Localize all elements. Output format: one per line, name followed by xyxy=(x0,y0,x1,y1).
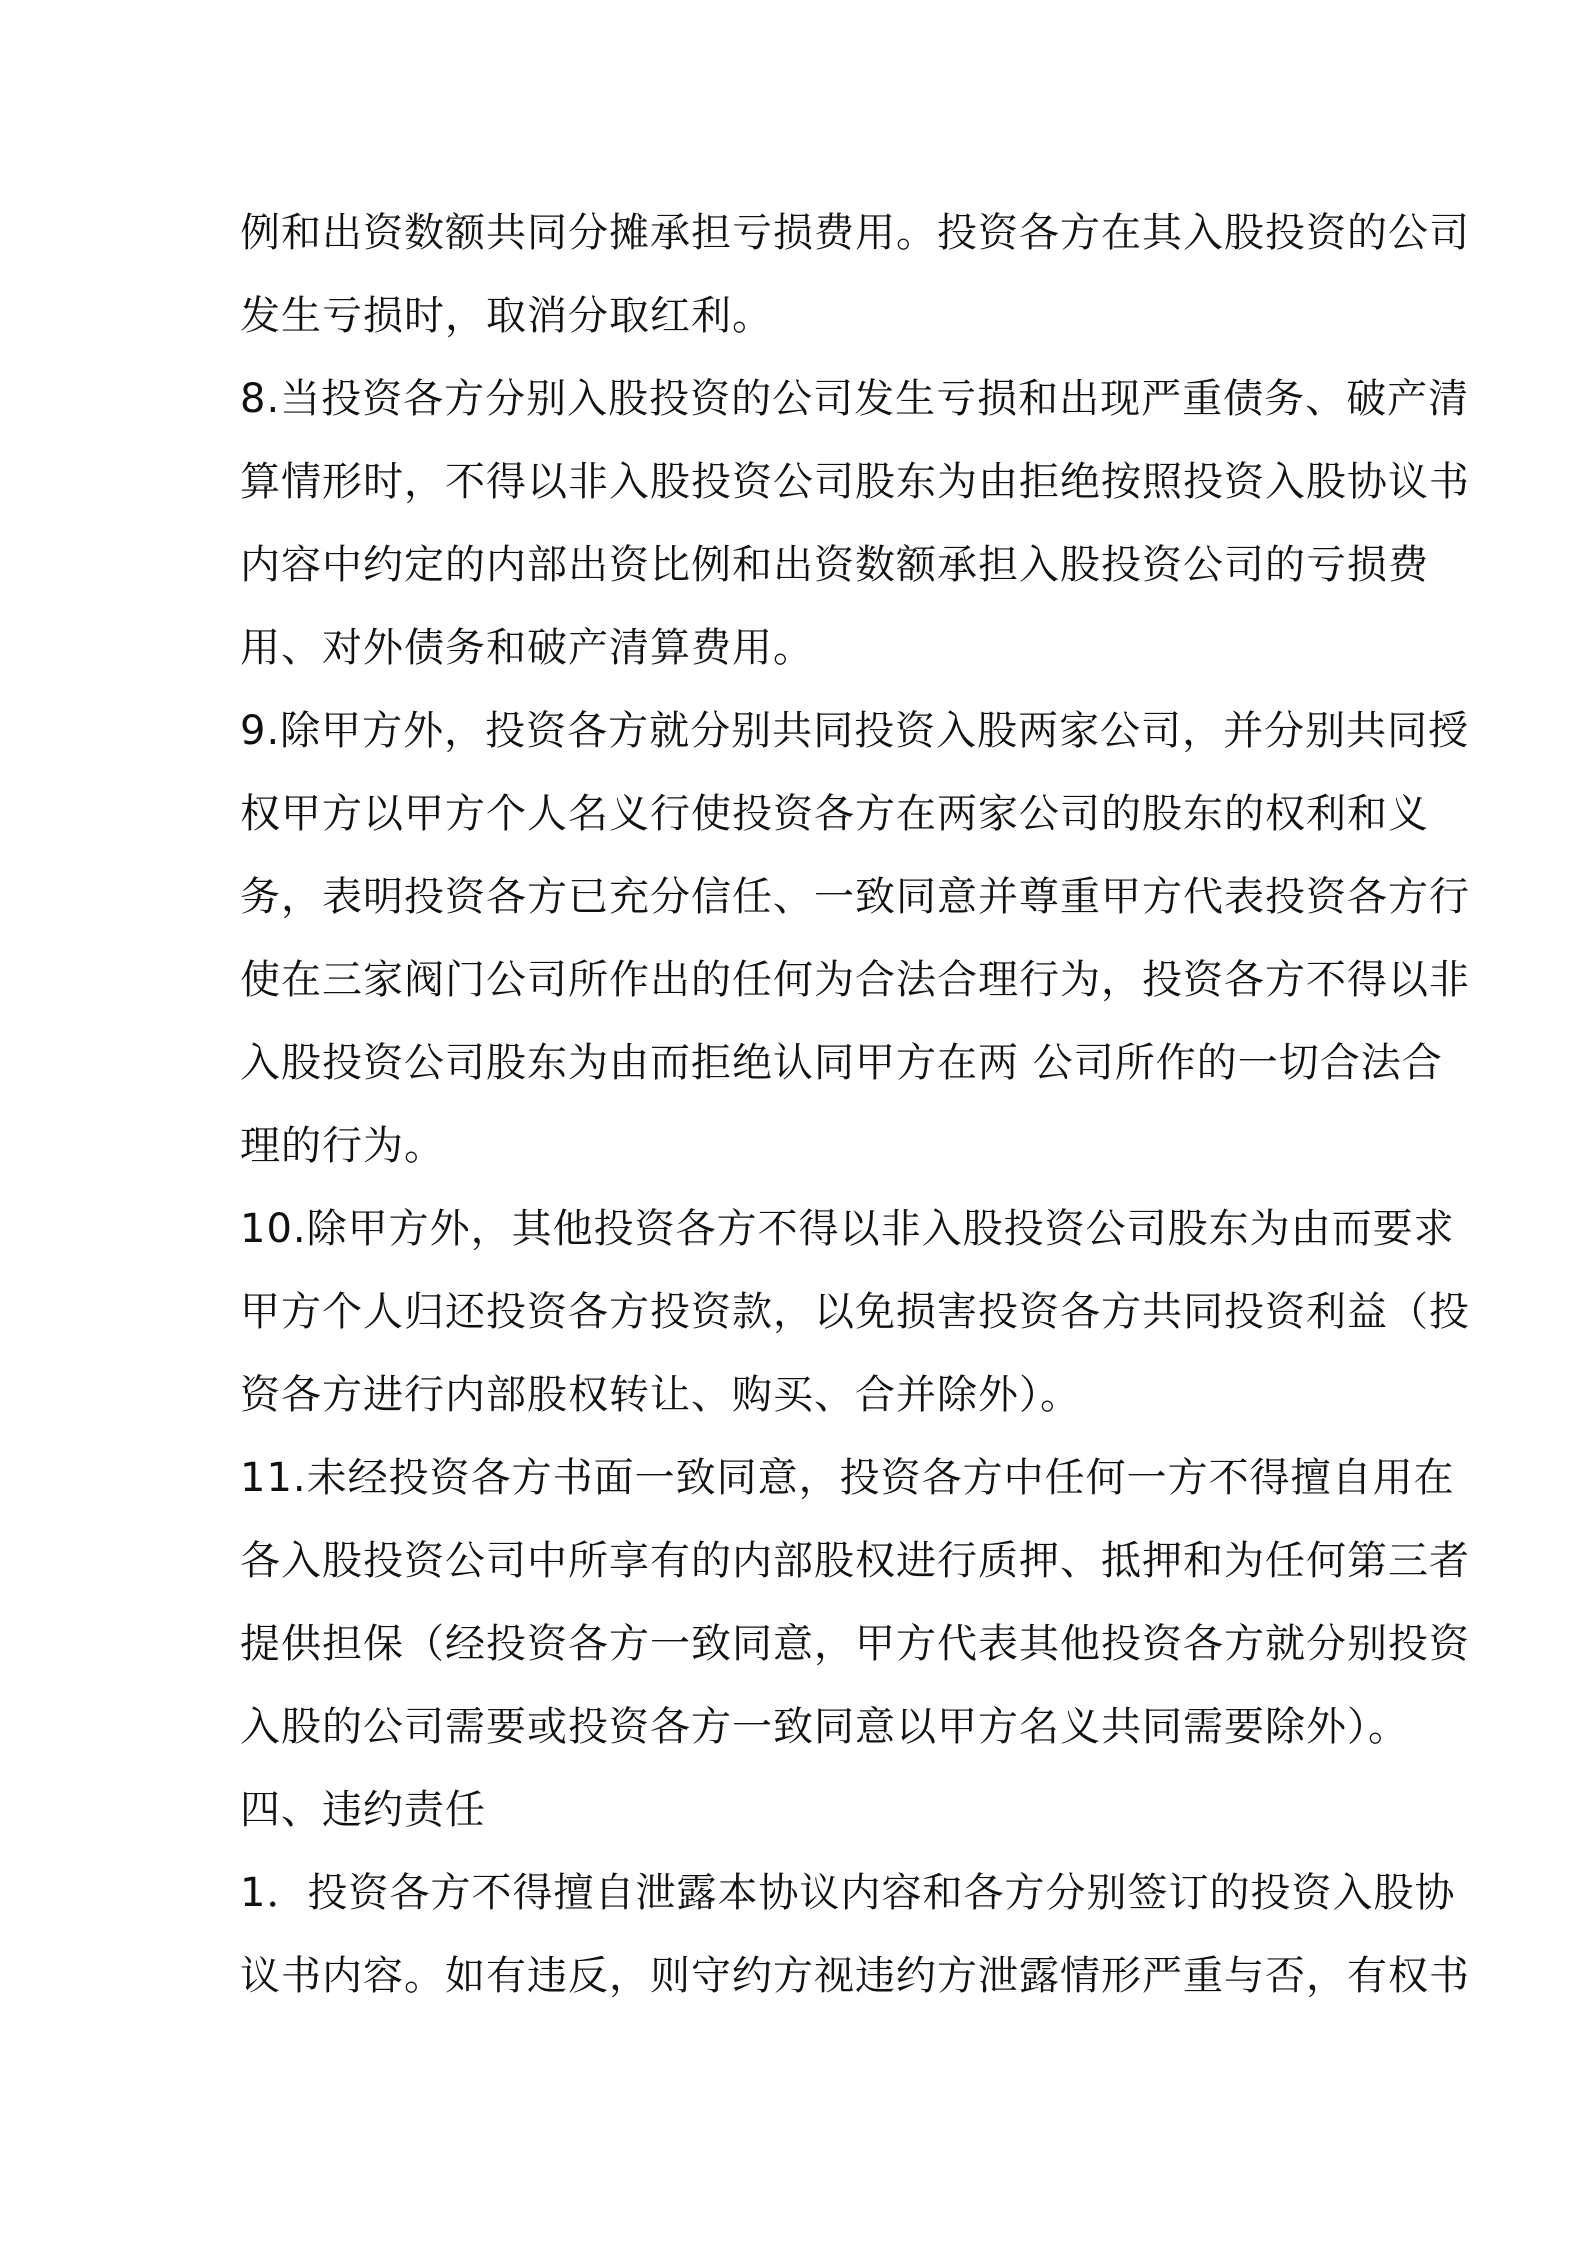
text-line: 务，表明投资各方已充分信任、一致同意并尊重甲方代表投资各方行 xyxy=(240,874,1470,920)
text-line: 使在三家阀门公司所作出的任何为合法合理行为，投资各方不得以非 xyxy=(240,957,1470,1003)
text-line: 内容中约定的内部出资比例和出资数额承担入股投资公司的亏损费 xyxy=(240,542,1429,588)
section-4-clause-1-line: 1．投资各方不得擅自泄露本协议内容和各方分别签订的投资入股协 xyxy=(240,1870,1456,1916)
text-line: 例和出资数额共同分摊承担亏损费用。投资各方在其入股投资的公司 xyxy=(240,210,1470,256)
text-line: 提供担保（经投资各方一致同意，甲方代表其他投资各方就分别投资 xyxy=(240,1621,1470,1667)
text-line: 甲方个人归还投资各方投资款，以免损害投资各方共同投资利益（投 xyxy=(240,1289,1470,1335)
text-line: 资各方进行内部股权转让、购买、合并除外）。 xyxy=(240,1372,1081,1418)
clause-10-line: 10.除甲方外，其他投资各方不得以非入股投资公司股东为由而要求 xyxy=(240,1206,1455,1252)
clause-9-line: 9.除甲方外，投资各方就分别共同投资入股两家公司，并分别共同授 xyxy=(240,708,1470,754)
text-line: 用、对外债务和破产清算费用。 xyxy=(240,625,814,671)
section-heading: 四、违约责任 xyxy=(240,1787,486,1833)
text-line: 议书内容。如有违反，则守约方视违约方泄露情形严重与否，有权书 xyxy=(240,1953,1470,1999)
text-line: 权甲方以甲方个人名义行使投资各方在两家公司的股东的权利和义 xyxy=(240,791,1429,837)
text-line: 算情形时，不得以非入股投资公司股东为由拒绝按照投资入股协议书 xyxy=(240,459,1470,505)
text-line: 各入股投资公司中所享有的内部股权进行质押、抵押和为任何第三者 xyxy=(240,1538,1470,1584)
document-body xyxy=(240,192,1470,2018)
text-line: 发生亏损时，取消分取红利。 xyxy=(240,293,773,339)
text-line: 入股的公司需要或投资各方一致同意以甲方名义共同需要除外）。 xyxy=(240,1704,1409,1750)
clause-8-line: 8.当投资各方分别入股投资的公司发生亏损和出现严重债务、破产清 xyxy=(240,376,1470,422)
text-line: 理的行为。 xyxy=(240,1123,445,1169)
text-line: 入股投资公司股东为由而拒绝认同甲方在两 公司所作的一切合法合 xyxy=(240,1040,1443,1086)
clause-11-line: 11.未经投资各方书面一致同意，投资各方中任何一方不得擅自用在 xyxy=(240,1455,1455,1501)
